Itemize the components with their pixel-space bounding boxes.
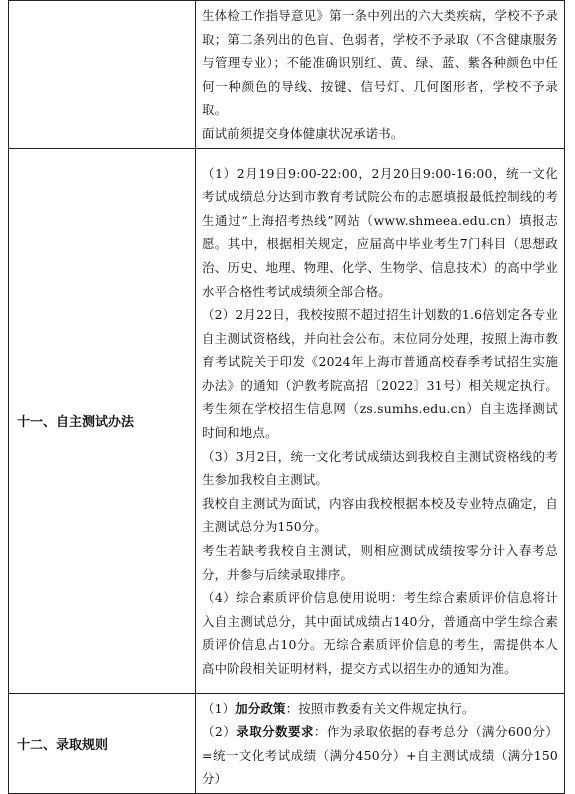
rule-item bbox=[202, 720, 558, 791]
rule-prefix: （1） bbox=[202, 700, 236, 716]
enrollment-rules-table bbox=[8, 0, 565, 794]
row-label-admission-rules: 十二、录取规则 bbox=[9, 693, 196, 793]
paragraph: （2）2月22日，我校按照不超过招生计划数的1.6倍划定各专业自主测试资格线，并向社会公布。末位同分处理，按照上海市教育考试院关于印发《2024年上海市普通高校春季考试招生实施办法》的通知（沪教考院高招〔2022〕31号）相关规定执行。考生须在学校招生信息网（zs.sumhs.edu.cn）自主选择测试时间和地点。 bbox=[202, 307, 558, 441]
paragraph: （1）2月19日9:00-22:00，2月20日9:00-16:00，统一文化考试成绩总分达到市教育考试院公布的志愿填报最低控制线的考生通过“上海招考热线”网站（www.shmeea.edu.cn）填报志愿。其中，根据相关规定，应届高中毕业考生7门科目（思想政治、历史、地理、物理、化学、生物学、信息技术）的高中学业水平合格性考试成绩须全部合格。 bbox=[202, 165, 558, 299]
table-row-health-requirements bbox=[9, 1, 565, 149]
row-content-health bbox=[196, 1, 565, 149]
row-label-empty bbox=[9, 1, 196, 149]
rule-keyword: 加分政策 bbox=[235, 700, 286, 716]
rule-item bbox=[202, 697, 558, 721]
paragraph: 我校自主测试为面试，内容由我校根据本校及专业特点确定，自主测试总分为150分。 bbox=[202, 495, 558, 535]
row-label-self-test: 十一、自主测试办法 bbox=[9, 148, 196, 693]
rule-text: ：作为录取依据的春考总分（满分600分）=统一文化考试成绩（满分450分）+自主测试成绩（满分150分） bbox=[202, 724, 559, 787]
table-row-admission-rules bbox=[9, 693, 565, 793]
rule-text: ：按照市教委有关文件规定执行。 bbox=[285, 700, 475, 716]
paragraph: （4）综合素质评价信息使用说明：考生综合素质评价信息将计入自主测试总分，其中面试成绩占140分，普通高中学生综合素质评价信息占10分。无综合素质评价信息的考生，需提供本人高中阶段相关证明材料，提交方式以招生办的通知为准。 bbox=[202, 590, 558, 676]
paragraph: 生体检工作指导意见》第一条中列出的六大类疾病，学校不予录取；第二条列出的色盲、色弱者，学校不予录取（不含健康服务与管理专业）；不能准确识别红、黄、绿、蓝、紫各种颜色中任何一种颜色的导线、按键、信号灯、几何图形者，学校不予录取。 bbox=[202, 8, 558, 118]
paragraph: （3）3月2日，统一文化考试成绩达到我校自主测试资格线的考生参加我校自主测试。 bbox=[202, 448, 558, 488]
row-content-self-test bbox=[196, 148, 565, 693]
paragraph: 考生若缺考我校自主测试，则相应测试成绩按零分计入春考总分，并参与后续录取排序。 bbox=[202, 543, 558, 582]
row-content-admission bbox=[196, 693, 565, 793]
rule-prefix: （2） bbox=[202, 724, 237, 740]
rule-keyword: 录取分数要求 bbox=[236, 724, 314, 740]
table-row-self-test bbox=[9, 148, 565, 693]
paragraph: 面试前须提交身体健康状况承诺书。 bbox=[202, 125, 404, 141]
